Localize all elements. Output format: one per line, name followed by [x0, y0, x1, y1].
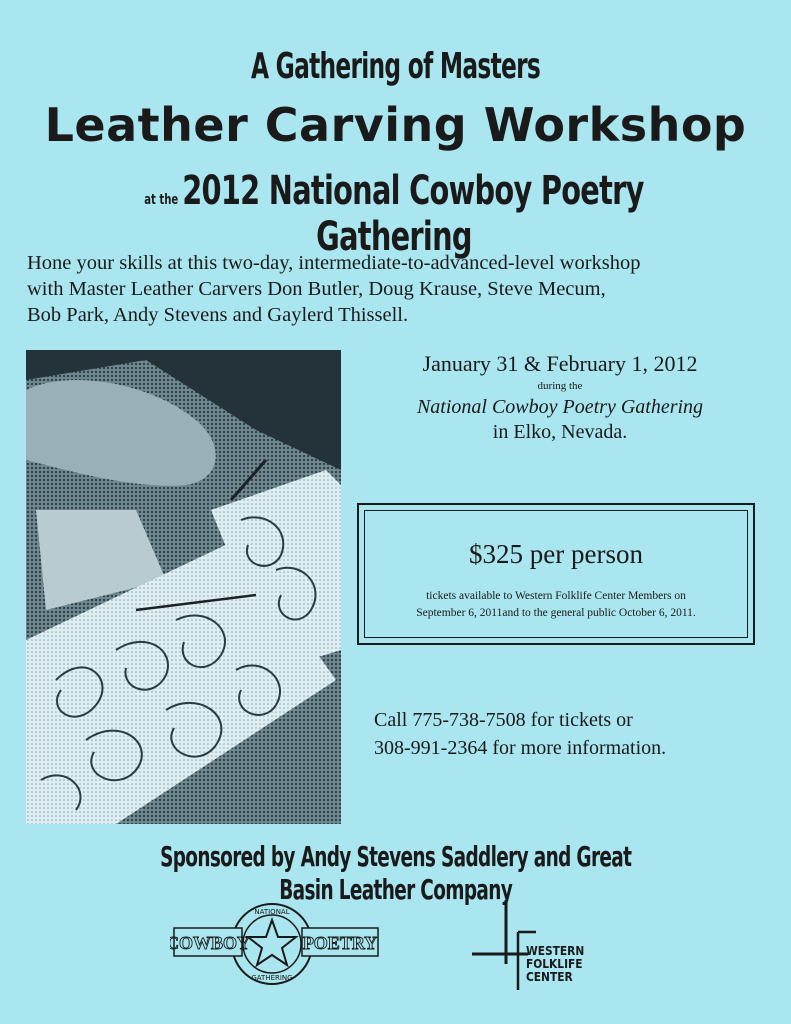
event-during-label: during the: [537, 380, 583, 392]
intro-line: Hone your skills at this two-day, intermediate-to-advanced-level workshop: [27, 252, 641, 274]
leather-carving-illustration: [26, 350, 341, 824]
sponsor-line: Sponsored by Andy Stevens Saddlery and Great Basin Leather Company: [160, 840, 632, 906]
ring-top-text: NATIONAL: [254, 908, 290, 916]
star-icon: [248, 920, 296, 965]
subtitle-text: 2012 National Cowboy Poetry Gathering: [182, 168, 644, 260]
intro-line: with Master Leather Carvers Don Butler, Doug Krause, Steve Mecum,: [27, 278, 606, 300]
price: $325 per person: [469, 539, 643, 569]
cowboy-poetry-logo-graphic: [170, 898, 382, 990]
poetry-word: POETRY: [302, 933, 378, 953]
kicker-heading: A Gathering of Masters: [250, 46, 541, 87]
contact-line: Call 775-738-7508 for tickets or: [374, 709, 633, 731]
subtitle-prefix: at the: [144, 192, 179, 208]
wfc-line: WESTERN: [526, 943, 585, 958]
price-box-inner: [364, 510, 748, 638]
wfc-line: FOLKLIFE: [526, 956, 583, 971]
event-details: [360, 350, 760, 444]
cowboy-poetry-logo: [170, 898, 382, 990]
ticket-availability: [375, 588, 737, 622]
contact-info: [374, 706, 774, 762]
event-place: in Elko, Nevada.: [492, 421, 628, 443]
ticket-line: September 6, 2011and to the general public October 6, 2011.: [416, 607, 696, 619]
event-dates: January 31 & February 1, 2012: [422, 351, 698, 376]
ring-bottom-text: GATHERING: [251, 974, 293, 982]
page-title: Leather Carving Workshop: [44, 98, 747, 152]
ticket-line: tickets available to Western Folklife Center Members on: [426, 590, 686, 602]
event-name: National Cowboy Poetry Gathering: [416, 396, 704, 418]
subtitle: [109, 168, 679, 260]
price-box: [357, 503, 755, 645]
leather-carving-photo: [26, 350, 341, 824]
cowboy-word: COWBOY: [170, 933, 251, 953]
intro-line: Bob Park, Andy Stevens and Gaylerd Thissell.: [27, 304, 409, 326]
wfc-line: CENTER: [526, 969, 573, 984]
contact-line: 308-991-2364 for more information.: [374, 737, 667, 759]
western-folklife-center-logo: [470, 898, 600, 992]
intro-paragraph: [27, 250, 767, 328]
